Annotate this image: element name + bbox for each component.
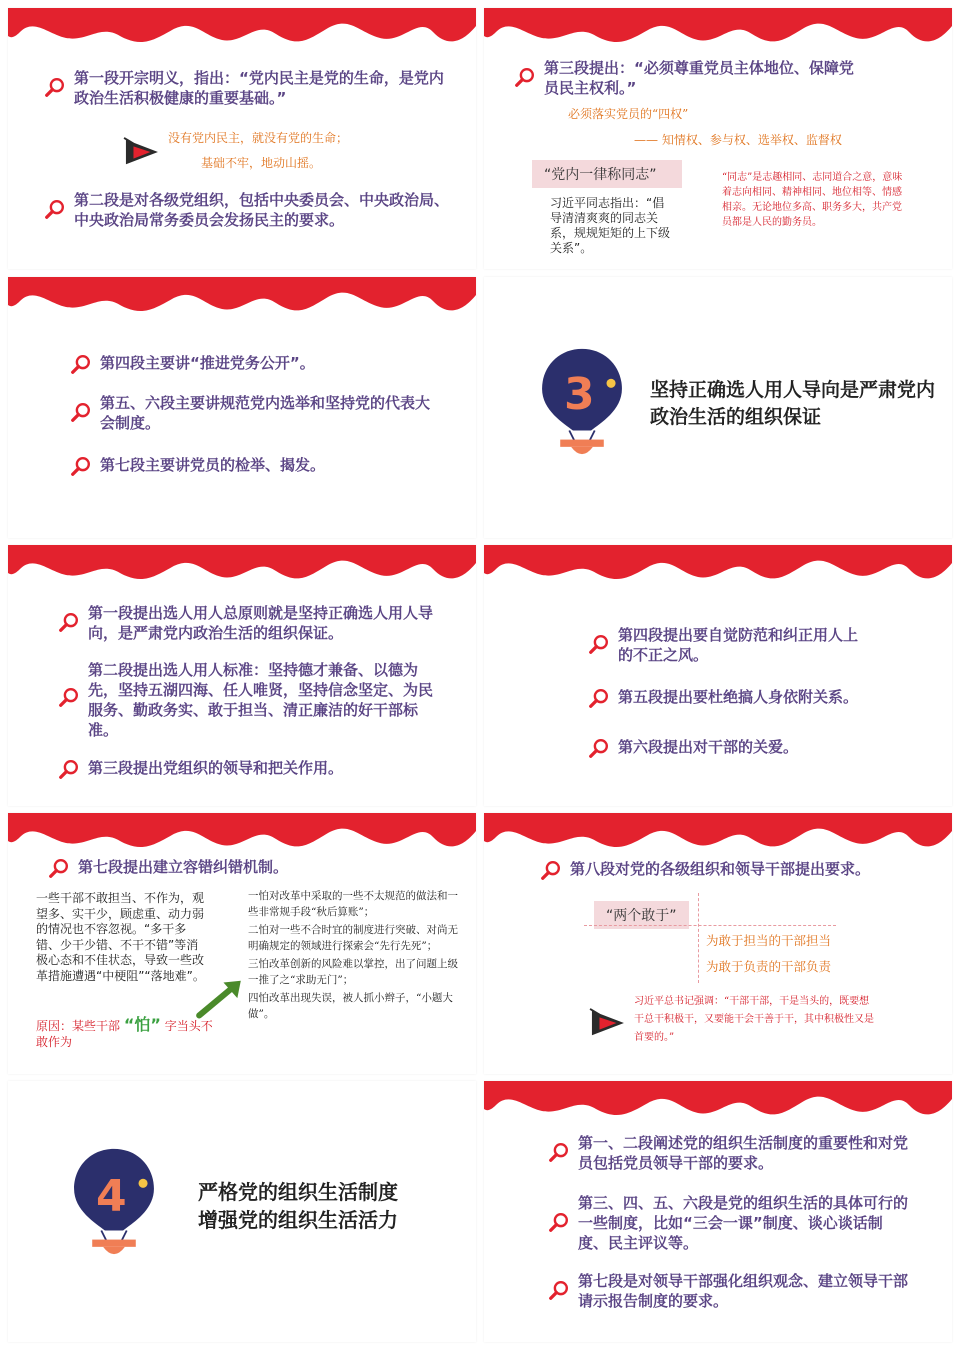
bullet-item	[588, 679, 918, 709]
two-dares-tag: “两个敢于”	[594, 901, 689, 929]
magnifier-icon	[70, 455, 92, 477]
fear-list	[248, 889, 466, 1022]
item-text: 第五、六段主要讲规范党内选举和坚持党的代表大会制度。	[100, 394, 431, 432]
bullet-item	[514, 58, 854, 98]
item-text: 第七段主要讲党员的检举、揭发。	[100, 456, 326, 474]
fear-item: 一怕对改革中采取的一些不太规范的做法和一些非常规手段“秋后算账”；	[248, 890, 458, 918]
slide-5	[8, 545, 476, 806]
reason-suffix: 字当头不敢作为	[36, 1019, 213, 1049]
triangle-bullet-icon	[588, 1007, 626, 1039]
xi-quote: 习近平同志指出：“倡导清清爽爽的同志关系，规规矩矩的上下级关系”。	[550, 196, 671, 255]
item-text: 第七段提出建立容错纠错机制。	[78, 858, 289, 876]
magnifier-icon	[44, 76, 66, 98]
slide-2	[484, 8, 952, 269]
item-text: 第六段提出对干部的关爱。	[618, 738, 799, 756]
bullet-item	[548, 1133, 912, 1173]
slide-4	[484, 277, 952, 538]
item-text: 第四段主要讲“推进党务公开”。	[100, 354, 315, 372]
magnifier-icon	[58, 758, 80, 780]
item-text: 第三段提出：“必须尊重党员主体地位、保障党员民主权利。”	[544, 59, 854, 97]
fear-item: 二怕对一些不合时宜的制度进行突破、对尚无明确规定的领域进行探索会“先行先死”；	[248, 924, 458, 952]
magnifier-icon	[48, 857, 70, 879]
item-text: 第一、二段阐述党的组织生活制度的重要性和对党员包括党员领导干部的要求。	[578, 1134, 909, 1172]
slide-7	[8, 813, 476, 1074]
item-text: 第三段提出党组织的领导和把关作用。	[88, 759, 344, 777]
magnifier-icon	[58, 611, 80, 633]
slide-6	[484, 545, 952, 806]
magnifier-icon	[44, 198, 66, 220]
fear-word: “怕”	[123, 1015, 161, 1034]
dare-line: 为敢于担当的干部担当	[706, 933, 832, 948]
triangle-bullet-icon	[122, 136, 160, 168]
slide-1	[8, 8, 476, 269]
bullet-item	[70, 345, 430, 375]
problem-description: 一些干部不敢担当、不作为，观望多、实干少，顾虑重、动力弱的情况也不容忽视。“多干多错、少干少错、不干不错”等消极心态和不佳状态，导致一些改革措施遭遇“中梗阻”“落地难”。	[36, 891, 205, 983]
slide-9	[8, 1081, 476, 1342]
slide-8	[484, 813, 952, 1074]
section-title-line1: 严格党的组织生活制度	[198, 1180, 398, 1204]
wave-banner	[8, 8, 476, 50]
item-text: 第一段提出选人用人总原则就是坚持正确选人用人导向，是严肃党内政治生活的组织保证。	[88, 604, 434, 642]
bullet-item	[58, 660, 438, 740]
bullet-item	[548, 1193, 912, 1253]
magnifier-icon	[588, 737, 610, 759]
fear-item: 三怕改革创新的风险难以掌控，出了问题上级一推了之“求助无门”；	[248, 958, 458, 986]
bullet-item	[588, 625, 868, 665]
divider-horizontal	[584, 925, 836, 926]
magnifier-icon	[548, 1141, 570, 1163]
slide-3	[8, 277, 476, 538]
wave-banner	[484, 545, 952, 587]
quote-line: 没有党内民主，就没有党的生命；	[168, 131, 349, 145]
wave-banner	[484, 813, 952, 855]
item-text: 第七段是对领导干部强化组织观念、建立领导干部请示报告制度的要求。	[578, 1272, 909, 1310]
four-rights-list: —— 知情权、参与权、选举权、监督权	[634, 133, 842, 147]
reason-text	[36, 1017, 214, 1050]
wave-banner	[484, 1081, 952, 1123]
bullet-item	[44, 190, 454, 230]
bullet-item	[58, 750, 438, 780]
section-title: 坚持正确选人用人导向是严肃党内政治生活的组织保证	[650, 379, 936, 428]
bullet-item	[48, 849, 378, 879]
comrade-tag: “党内一律称同志”	[532, 160, 682, 188]
comrade-explanation: “同志”是志趣相同、志同道合之意，意味着志向相同、精神相同、地位相等、情感相亲。无论地位多高、职务多大，共产党员都是人民的勤务员。	[722, 172, 903, 228]
bullet-item	[540, 851, 930, 881]
magnifier-icon	[70, 353, 92, 375]
magnifier-icon	[514, 66, 536, 88]
magnifier-icon	[540, 859, 562, 881]
magnifier-icon	[588, 633, 610, 655]
wave-banner	[8, 545, 476, 587]
magnifier-icon	[588, 687, 610, 709]
dare-line: 为敢于负责的干部负责	[706, 959, 832, 974]
quote-line: 基础不牢，地动山摇。	[201, 156, 322, 170]
bullet-item	[44, 68, 454, 108]
slide-10	[484, 1081, 952, 1342]
item-text: 第一段开宗明义，指出：“党内民主是党的生命，是党内政治生活积极健康的重要基础。”	[74, 69, 444, 107]
bullet-item	[58, 603, 438, 643]
section-number: 3	[564, 369, 595, 420]
section-number: 4	[96, 1171, 127, 1222]
item-text: 第八段对党的各级组织和领导干部提出要求。	[570, 860, 871, 878]
fear-item: 四怕改革出现失误，被人抓小辫子，“小题大做”。	[248, 992, 453, 1020]
item-text: 第二段是对各级党组织，包括中央委员会、中央政治局、中央政治局常务委员会发扬民主的要求。	[74, 191, 450, 229]
xi-emphasis-quote: 习近平总书记强调：“干部干部，干是当头的，既要想干总干积极干，又要能干会干善于干，其中积极性又是首要的。”	[634, 996, 874, 1043]
wave-banner	[484, 8, 952, 50]
wave-banner	[8, 277, 476, 319]
item-text: 第二段提出选人用人标准：坚持德才兼备、以德为先，坚持五湖四海、任人唯贤，坚持信念坚定、为民服务、勤政务实、敢于担当、清正廉洁的好干部标准。	[88, 661, 434, 739]
four-rights-heading: 必须落实党员的“四权”	[568, 107, 689, 121]
magnifier-icon	[58, 686, 80, 708]
bullet-item	[70, 447, 430, 477]
bullet-item	[548, 1271, 912, 1311]
magnifier-icon	[70, 401, 92, 423]
arrow-up-right-icon	[194, 977, 246, 1021]
section-title-line2: 增强党的组织生活活力	[198, 1208, 398, 1232]
magnifier-icon	[548, 1279, 570, 1301]
bullet-item	[588, 729, 918, 759]
item-text: 第三、四、五、六段是党的组织生活的具体可行的一些制度，比如“三会一课”制度、谈心谈话制度、民主评议等。	[578, 1194, 909, 1252]
magnifier-icon	[548, 1211, 570, 1233]
item-text: 第五段提出要杜绝搞人身依附关系。	[618, 688, 859, 706]
item-text: 第四段提出要自觉防范和纠正用人上的不正之风。	[618, 626, 859, 664]
reason-prefix: 原因：某些干部	[36, 1019, 121, 1033]
bullet-item	[70, 393, 430, 433]
divider-vertical	[698, 893, 699, 983]
